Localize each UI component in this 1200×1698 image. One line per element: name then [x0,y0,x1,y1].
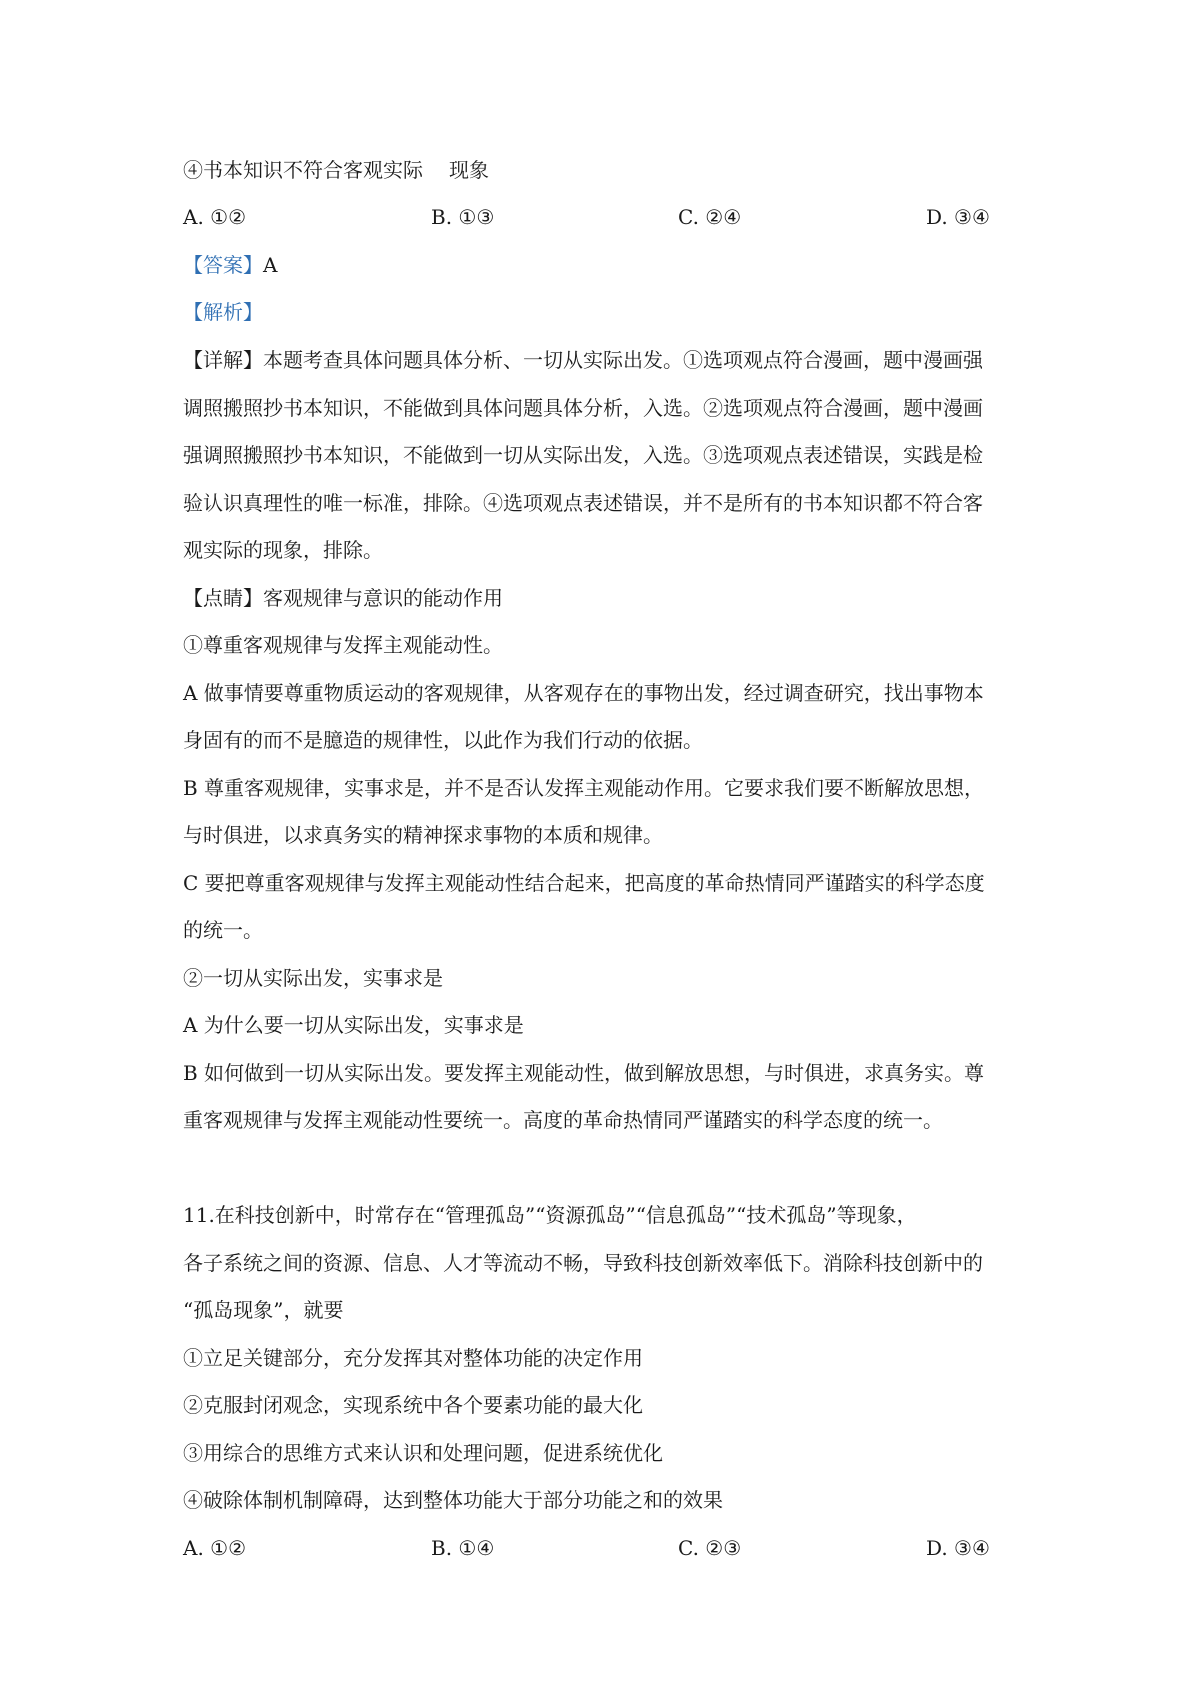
tip-line-9: A 为什么要一切从实际出发，实事求是 [183,1013,524,1037]
answer-line [183,251,277,279]
tip-line-11: 重客观规律与发挥主观能动性要统一。高度的革命热情同严谨踏实的科学态度的统一。 [183,1108,943,1132]
tip-title-line: 【点睛】客观规律与意识的能动作用 [183,586,503,610]
tip-line-2: A 做事情要尊重物质运动的客观规律，从客观存在的事物出发，经过调查研究，找出事物本 [183,681,984,705]
prev-option-a: A. ①② [183,205,247,229]
detail-line-2: 调照搬照抄书本知识，不能做到具体问题具体分析，入选。②选项观点符合漫画，题中漫画 [183,396,983,420]
q11-item-4: ④破除体制机制障碍，达到整体功能大于部分功能之和的效果 [183,1488,723,1512]
answer-value: A [263,253,278,277]
prev-option-d: D. ③④ [926,205,990,229]
detail-line-1: 【详解】本题考查具体问题具体分析、一切从实际出发。①选项观点符合漫画，题中漫画强 [183,348,983,372]
tip-line-5: 与时俱进，以求真务实的精神探求事物的本质和规律。 [183,823,663,847]
detail-label: 【详解】 [183,348,263,372]
q11-stem-line-2: 各子系统之间的资源、信息、人才等流动不畅，导致科技创新效率低下。消除科技创新中的 [183,1251,983,1275]
tip-line-10: B 如何做到一切从实际出发。要发挥主观能动性，做到解放思想，与时俱进，求真务实。尊 [183,1061,985,1085]
q11-option-d: D. ③④ [926,1536,990,1560]
q11-item-1: ①立足关键部分，充分发挥其对整体功能的决定作用 [183,1346,643,1370]
detail-line-4: 验认识真理性的唯一标准，排除。④选项观点表述错误，并不是所有的书本知识都不符合客 [183,491,983,515]
tip-line-8: ②一切从实际出发，实事求是 [183,966,443,990]
prev-option-c: C. ②④ [678,205,742,229]
analysis-label: 【解析】 [183,300,263,324]
q11-item-2: ②克服封闭观念，实现系统中各个要素功能的最大化 [183,1393,643,1417]
detail-line-3: 强调照搬照抄书本知识，不能做到一切从实际出发，入选。③选项观点表述错误，实践是检 [183,443,983,467]
tip-label: 【点睛】 [183,586,263,610]
tip-line-4: B 尊重客观规律，实事求是，并不是否认发挥主观能动作用。它要求我们要不断解放思想， [183,776,985,800]
prev-option-b: B. ①③ [431,205,495,229]
detail-line-5: 观实际的现象，排除。 [183,538,383,562]
tip-line-6: C 要把尊重客观规律与发挥主观能动性结合起来，把高度的革命热情同严谨踏实的科学态度 [183,871,985,895]
tip-line-3: 身固有的而不是臆造的规律性，以此作为我们行动的依据。 [183,728,703,752]
q11-option-a: A. ①② [183,1536,247,1560]
q11-option-b: B. ①④ [431,1536,495,1560]
q11-stem-line-1: 11.在科技创新中，时常存在“管理孤岛”“资源孤岛”“信息孤岛”“技术孤岛”等现象， [183,1203,917,1227]
answer-label: 【答案】 [183,253,263,277]
q11-stem-line-3: “孤岛现象”，就要 [183,1298,344,1322]
q11-item-3: ③用综合的思维方式来认识和处理问题，促进系统优化 [183,1441,663,1465]
prev-item-4: ④书本知识不符合客观实际 现象 [183,158,489,182]
tip-line-1: ①尊重客观规律与发挥主观能动性。 [183,633,503,657]
tip-line-7: 的统一。 [183,918,263,942]
q11-option-c: C. ②③ [678,1536,742,1560]
